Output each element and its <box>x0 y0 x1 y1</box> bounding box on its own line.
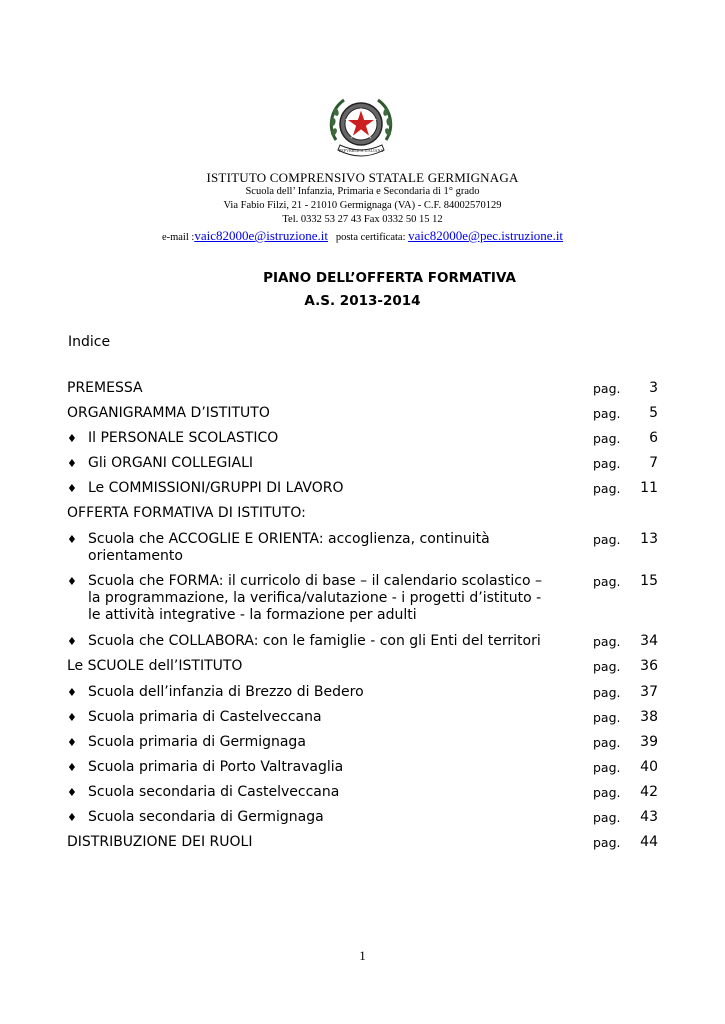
toc-entry-line: la programmazione, la verifica/valutazione - i progetti d’istituto - <box>88 590 542 606</box>
diamond-bullet-icon: ♦ <box>67 786 77 799</box>
diamond-bullet-icon: ♦ <box>67 811 77 824</box>
toc-pag-label: pag. <box>593 710 621 725</box>
toc-entry-line: le attività integrative - la formazione per adulti <box>88 607 417 623</box>
document-title: PIANO DELL’OFFERTA FORMATIVA <box>263 270 516 286</box>
toc-entry-title <box>88 684 588 701</box>
toc-page-number: 38 <box>640 709 658 725</box>
toc-page-number: 37 <box>640 684 658 700</box>
toc-pag-label: pag. <box>593 634 621 649</box>
toc-entry-title <box>88 734 588 751</box>
institute-name: ISTITUTO COMPRENSIVO STATALE GERMIGNAGA <box>206 170 519 185</box>
toc-page-number: 42 <box>640 784 658 800</box>
toc-entry-title <box>67 834 567 851</box>
toc-pag-label: pag. <box>593 760 621 775</box>
diamond-bullet-icon: ♦ <box>67 482 77 495</box>
toc-entry-title <box>88 809 588 826</box>
diamond-bullet-icon: ♦ <box>67 432 77 445</box>
toc-entry-line: ORGANIGRAMMA D’ISTITUTO <box>67 405 270 421</box>
toc-entry-title <box>88 573 588 624</box>
toc-entry-title <box>88 759 588 776</box>
toc-entry-line: Scuola primaria di Castelveccana <box>88 709 322 725</box>
diamond-bullet-icon: ♦ <box>67 575 77 588</box>
toc-pag-label: pag. <box>593 431 621 446</box>
toc-entry-title <box>88 480 588 497</box>
phone-fax-line: Tel. 0332 53 27 43 Fax 0332 50 15 12 <box>282 214 443 225</box>
toc-entry-line: Scuola che FORMA: il curricolo di base – il calendario scolastico – <box>88 573 542 589</box>
toc-entry-line: Scuola primaria di Porto Valtravaglia <box>88 759 344 775</box>
toc-page-number: 44 <box>640 834 658 850</box>
school-types: Scuola dell’ Infanzia, Primaria e Secondaria di 1° grado <box>245 186 480 197</box>
toc-page-number: 15 <box>640 573 658 589</box>
email-label: e-mail : <box>161 232 195 243</box>
toc-entry-line: Il PERSONALE SCOLASTICO <box>88 430 279 446</box>
diamond-bullet-icon: ♦ <box>67 686 77 699</box>
toc-entry-line: OFFERTA FORMATIVA DI ISTITUTO: <box>67 505 306 521</box>
toc-entry-title <box>88 784 588 801</box>
toc-entry-line: Scuola secondaria di Germignaga <box>88 809 324 825</box>
toc-pag-label: pag. <box>593 835 621 850</box>
toc-entry-line: PREMESSA <box>67 380 143 396</box>
toc-page-number: 11 <box>640 480 658 496</box>
toc-pag-label: pag. <box>593 481 621 496</box>
toc-entry-title <box>88 455 588 472</box>
toc-pag-label: pag. <box>593 785 621 800</box>
pec-label: posta certificata: <box>335 232 406 243</box>
toc-pag-label: pag. <box>593 574 621 589</box>
toc-entry-line: Scuola che ACCOGLIE E ORIENTA: accoglienza, continuità <box>88 531 490 547</box>
email-link[interactable]: vaic82000e@istruzione.it <box>194 228 328 243</box>
toc-page-number: 43 <box>640 809 658 825</box>
school-year: A.S. 2013-2014 <box>304 293 421 309</box>
toc-pag-label: pag. <box>593 659 621 674</box>
toc-entry-line: Le COMMISSIONI/GRUPPI DI LAVORO <box>88 480 344 496</box>
toc-page-number: 5 <box>649 405 658 421</box>
toc-entry-title <box>67 658 567 675</box>
toc-page-number: 6 <box>649 430 658 446</box>
pec-email-link[interactable]: vaic82000e@pec.istruzione.it <box>408 228 564 243</box>
address-line: Via Fabio Filzi, 21 - 21010 Germignaga (VA) - C.F. 84002570129 <box>223 200 502 211</box>
emblem-lettering: REPVBBLICA ITALIANA <box>338 148 384 153</box>
toc-entry-title <box>67 405 567 422</box>
toc-pag-label: pag. <box>593 685 621 700</box>
toc-entry-title <box>67 505 567 522</box>
toc-entry-line: Le SCUOLE dell’ISTITUTO <box>67 658 243 674</box>
diamond-bullet-icon: ♦ <box>67 635 77 648</box>
toc-page-number: 13 <box>640 531 658 547</box>
toc-entry-line: DISTRIBUZIONE DEI RUOLI <box>67 834 253 850</box>
toc-pag-label: pag. <box>593 532 621 547</box>
diamond-bullet-icon: ♦ <box>67 736 77 749</box>
index-heading: Indice <box>68 334 111 350</box>
page-number: 1 <box>359 948 366 963</box>
diamond-bullet-icon: ♦ <box>67 711 77 724</box>
toc-pag-label: pag. <box>593 406 621 421</box>
toc-pag-label: pag. <box>593 735 621 750</box>
toc-entry-line: Gli ORGANI COLLEGIALI <box>88 455 254 471</box>
toc-entry-line: Scuola dell’infanzia di Brezzo di Bedero <box>88 684 364 700</box>
toc-page-number: 36 <box>640 658 658 674</box>
toc-entry-title <box>67 380 567 397</box>
toc-entry-title <box>88 709 588 726</box>
toc-entry-line: Scuola secondaria di Castelveccana <box>88 784 340 800</box>
toc-pag-label: pag. <box>593 456 621 471</box>
diamond-bullet-icon: ♦ <box>67 533 77 546</box>
toc-entry-line: Scuola primaria di Germignaga <box>88 734 306 750</box>
toc-entry-line: orientamento <box>88 548 183 564</box>
toc-page-number: 40 <box>640 759 658 775</box>
toc-page-number: 7 <box>649 455 658 471</box>
toc-page-number: 3 <box>649 380 658 396</box>
toc-entry-line: Scuola che COLLABORA: con le famiglie - con gli Enti del territori <box>88 633 541 649</box>
toc-page-number: 34 <box>640 633 658 649</box>
toc-page-number: 39 <box>640 734 658 750</box>
toc-entry-title <box>88 633 588 650</box>
diamond-bullet-icon: ♦ <box>67 761 77 774</box>
diamond-bullet-icon: ♦ <box>67 457 77 470</box>
toc-pag-label: pag. <box>593 810 621 825</box>
toc-entry-title <box>88 531 588 565</box>
toc-entry-title <box>88 430 588 447</box>
toc-pag-label: pag. <box>593 381 621 396</box>
